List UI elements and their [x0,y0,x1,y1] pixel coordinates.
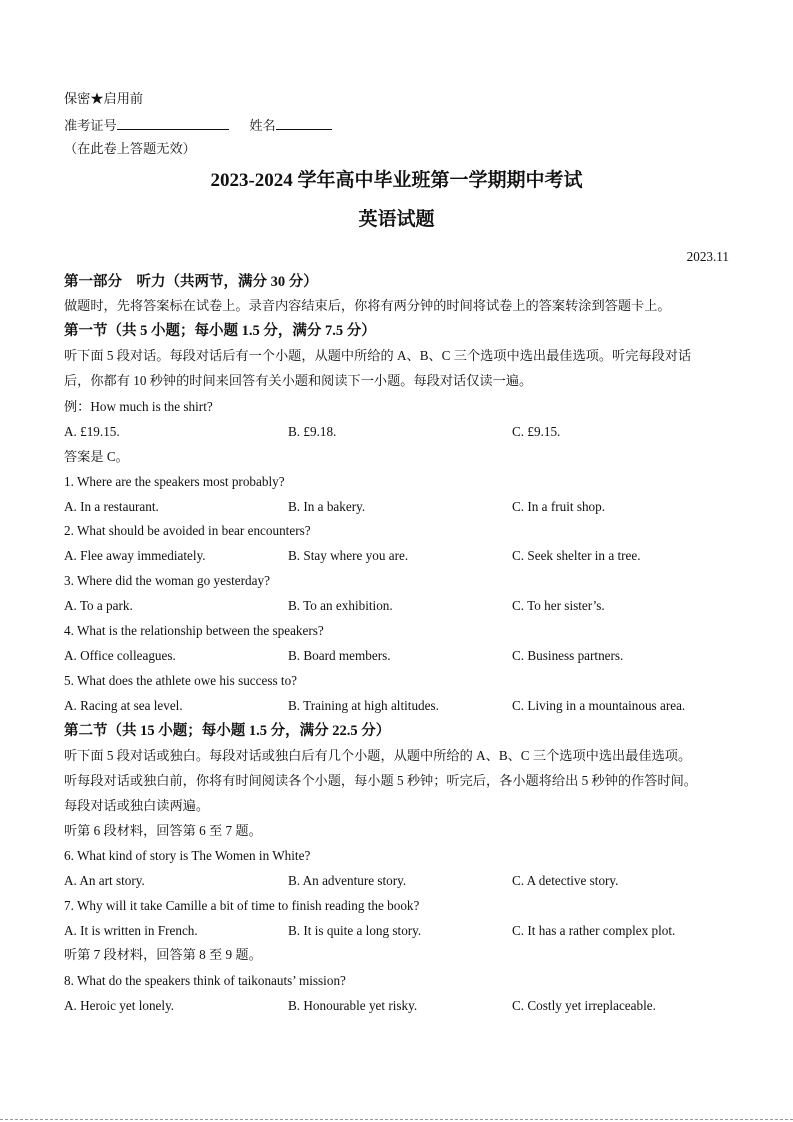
q4-option-a: A. Office colleagues. [64,648,176,663]
q8-option-c: C. Costly yet irreplaceable. [512,998,656,1013]
material-6-label: 听第 6 段材料，回答第 6 至 7 题。 [64,823,262,838]
question-6: 6. What kind of story is The Women in White? [64,848,311,863]
question-2: 2. What should be avoided in bear encounters? [64,523,311,538]
section2-instruction-1: 听下面 5 段对话或独白。每段对话或独白后有几个小题，从题中所给的 A、B、C 三个选项中选出最佳选项。 [64,748,692,763]
q1-option-c: C. In a fruit shop. [512,499,606,514]
q2-option-b: B. Stay where you are. [288,548,409,563]
exam-title: 2023-2024 学年高中毕业班第一学期期中考试 [210,170,583,191]
name-blank[interactable] [276,115,332,130]
q3-option-a: A. To a park. [64,598,133,613]
question-8: 8. What do the speakers think of taikonauts’ mission? [64,973,346,988]
candidate-info-line [64,115,332,135]
q8-option-a: A. Heroic yet lonely. [64,998,175,1013]
page-bottom-rule [0,1119,793,1120]
exam-number-blank[interactable] [117,115,229,130]
example-option-b: B. £9.18. [288,424,337,439]
example-answer: 答案是 C。 [64,449,129,464]
section1-instruction-2: 后，你都有 10 秒钟的时间来回答有关小题和阅读下一小题。每段对话仅读一遍。 [64,373,533,388]
q7-option-b: B. It is quite a long story. [288,923,422,938]
material-7-label: 听第 7 段材料，回答第 8 至 9 题。 [64,947,262,962]
question-7: 7. Why will it take Camille a bit of time to finish reading the book? [64,898,420,913]
example-option-c: C. £9.15. [512,424,561,439]
q8-option-b: B. Honourable yet risky. [288,998,418,1013]
q1-option-b: B. In a bakery. [288,499,366,514]
q6-option-c: C. A detective story. [512,873,619,888]
q3-option-c: C. To her sister’s. [512,598,605,613]
section2-instruction-2: 听每段对话或独白前，你将有时间阅读各个小题，每小题 5 秒钟；听完后，各小题将给出 5 秒钟的作答时间。 [64,773,697,788]
q6-option-b: B. An adventure story. [288,873,407,888]
invalid-answer-note: （在此卷上答题无效） [64,141,196,156]
section1-heading: 第一节（共 5 小题；每小题 1.5 分，满分 7.5 分） [64,323,376,339]
q5-option-c: C. Living in a mountainous area. [512,698,686,713]
part1-heading: 第一部分 听力（共两节，满分 30 分） [64,274,318,290]
q7-option-c: C. It has a rather complex plot. [512,923,676,938]
q6-option-a: A. An art story. [64,873,145,888]
exam-date: 2023.11 [686,249,729,264]
q3-option-b: B. To an exhibition. [288,598,393,613]
q2-option-c: C. Seek shelter in a tree. [512,548,641,563]
part1-instruction: 做题时，先将答案标在试卷上。录音内容结束后，你将有两分钟的时间将试卷上的答案转涂到答题卡上。 [64,298,671,313]
q1-option-a: A. In a restaurant. [64,499,159,514]
section2-heading: 第二节（共 15 小题；每小题 1.5 分，满分 22.5 分） [64,723,391,739]
question-4: 4. What is the relationship between the speakers? [64,623,324,638]
example-option-a: A. £19.15. [64,424,120,439]
confidential-label: 保密★启用前 [64,91,144,106]
section2-instruction-3: 每段对话或独白读两遍。 [64,798,210,813]
q7-option-a: A. It is written in French. [64,923,198,938]
subject-title: 英语试题 [358,209,435,230]
q5-option-a: A. Racing at sea level. [64,698,183,713]
name-label: 姓名 [249,118,276,133]
example-question: 例：How much is the shirt? [64,399,213,414]
q4-option-c: C. Business partners. [512,648,624,663]
question-5: 5. What does the athlete owe his success to? [64,673,298,688]
q2-option-a: A. Flee away immediately. [64,548,206,563]
section1-instruction-1: 听下面 5 段对话。每段对话后有一个小题，从题中所给的 A、B、C 三个选项中选出最佳选项。听完每段对话 [64,348,692,363]
exam-number-label: 准考证号 [64,118,117,133]
q5-option-b: B. Training at high altitudes. [288,698,439,713]
question-3: 3. Where did the woman go yesterday? [64,573,270,588]
question-1: 1. Where are the speakers most probably? [64,474,285,489]
q4-option-b: B. Board members. [288,648,391,663]
